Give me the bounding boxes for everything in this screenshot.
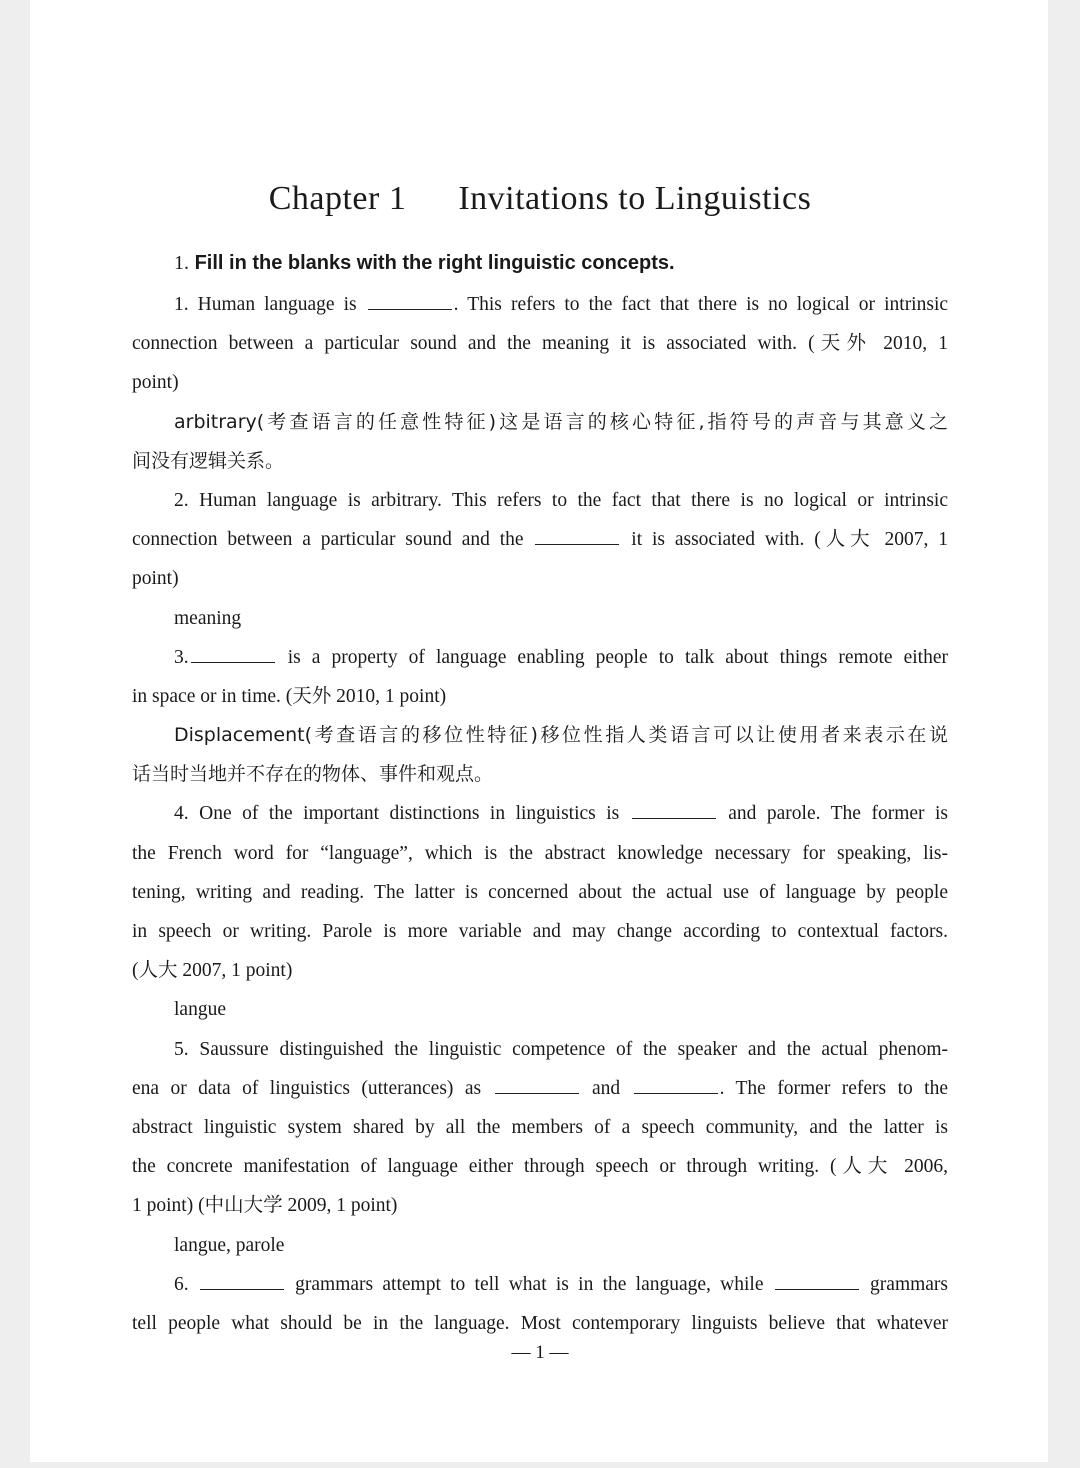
q4-line-1: 4. One of the important distinctions in linguistics is and parole. The former is	[174, 803, 949, 825]
q4-line-4: in speech or writing. Parole is more variable and may change according to contextual factors.	[132, 921, 948, 942]
body-text	[132, 285, 948, 1343]
q2-line-3: point)	[132, 568, 179, 590]
answer-2: meaning	[174, 607, 242, 629]
answer-4: langue	[174, 999, 226, 1021]
section-heading-text: Fill in the blanks with the right linguistic concepts.	[194, 252, 675, 274]
answer-blank	[775, 1275, 859, 1290]
q5-line-5: 1 point) (中山大学 2009, 1 point)	[132, 1195, 398, 1217]
q4-line-2: the French word for “language”, which is the abstract knowledge necessary for speaking, lis-	[132, 842, 948, 864]
answer-blank	[535, 530, 619, 545]
answer-3-line-1: Displacement(考查语言的移位性特征)移位性指人类语言可以让使用者来表示在说	[174, 724, 948, 747]
q4-line-5: (人大 2007, 1 point)	[132, 960, 293, 982]
answer-1-line-1: arbitrary(考查语言的任意性特征)这是语言的核心特征,指符号的声音与其意义之	[174, 410, 948, 433]
q1-line-3: point)	[132, 372, 179, 394]
answer-5: langue, parole	[174, 1234, 285, 1256]
answer-blank	[632, 804, 716, 819]
q4-line-3: tening, writing and reading. The latter is concerned about the actual use of language by people	[132, 881, 948, 903]
q5-line-1: 5. Saussure distinguished the linguistic competence of the speaker and the actual phenom-	[174, 1038, 948, 1060]
answer-blank	[634, 1079, 718, 1094]
answer-blank	[368, 295, 452, 310]
answer-3-line-2: 话当时当地并不存在的物体、事件和观点。	[132, 763, 494, 786]
q1-line-2: connection between a particular sound and the meaning it is associated with. (天外 2010, 1	[132, 333, 948, 355]
q5-line-3: abstract linguistic system shared by all the members of a speech community, and the latter is	[132, 1116, 948, 1138]
q5-line-4: the concrete manifestation of language either through speech or through writing. (人大 2006,	[132, 1156, 948, 1178]
chapter-name: Invitations to Linguistics	[458, 180, 812, 217]
q2-line-1: 2. Human language is arbitrary. This refers to the fact that there is no logical or intrinsic	[174, 489, 948, 511]
q5-line-2: ena or data of linguistics (utterances) as and . The former refers to the	[132, 1077, 949, 1099]
q3-line-2: in space or in time. (天外 2010, 1 point)	[132, 685, 447, 707]
q3-line-1: 3. is a property of language enabling people to talk about things remote either	[174, 646, 949, 668]
chapter-number: Chapter 1	[268, 180, 407, 217]
answer-blank	[495, 1079, 579, 1094]
answer-blank	[200, 1275, 284, 1290]
answer-blank	[191, 648, 275, 663]
section-number: 1.	[174, 252, 189, 274]
q2-line-2: connection between a particular sound and the it is associated with. (人大 2007, 1	[132, 529, 949, 551]
q6-line-2: tell people what should be in the language. Most contemporary linguists believe that whatever	[132, 1312, 948, 1334]
page-number: — 1 —	[511, 1342, 569, 1363]
chapter-title	[0, 180, 1080, 218]
section-heading	[174, 252, 675, 275]
q1-line-1: 1. Human language is . This refers to the fact that there is no logical or intrinsic	[174, 294, 949, 315]
answer-1-line-2: 间没有逻辑关系。	[132, 449, 285, 472]
q6-line-1: 6. grammars attempt to tell what is in the language, while grammars	[174, 1273, 949, 1295]
